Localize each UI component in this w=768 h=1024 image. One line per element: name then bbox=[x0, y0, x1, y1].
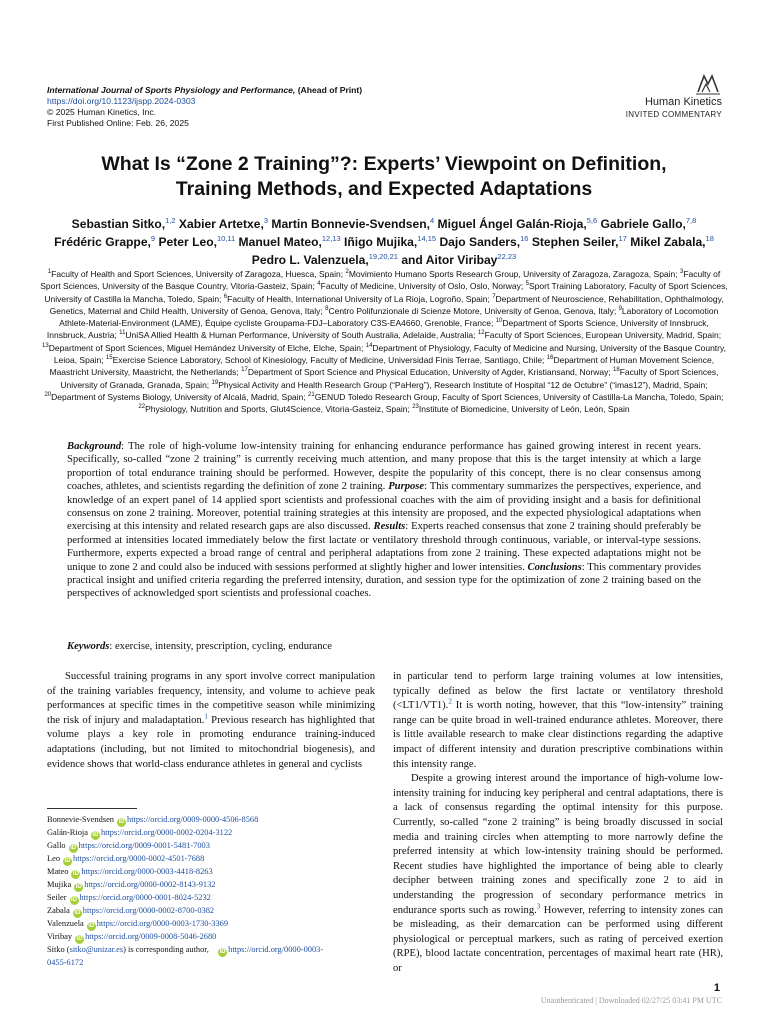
orcid-author-name: Seiler bbox=[47, 893, 67, 902]
affiliation-text: Faculty of Medicine, University of Oslo, Oslo, Norway; bbox=[320, 281, 526, 292]
body-paragraph bbox=[393, 670, 723, 772]
author-name: Manuel Mateo, bbox=[238, 235, 322, 249]
orcid-link-continued[interactable]: 0455-6172 bbox=[47, 958, 84, 967]
keywords-label: Keywords bbox=[67, 641, 110, 652]
body-column-right bbox=[393, 670, 723, 976]
author-name: Pedro L. Valenzuela, bbox=[251, 253, 369, 267]
orcid-row bbox=[47, 918, 377, 931]
affiliation-text: Department of Sport Science and Physical Education, University of Agder, Kristiansand, Norway; bbox=[247, 367, 614, 378]
affiliation-number: 13 bbox=[42, 342, 49, 349]
results-label: Results bbox=[373, 521, 406, 533]
affiliation-number: 22 bbox=[138, 404, 146, 411]
affiliation-text: Institute of Biomedicine, University of León, León, Spain bbox=[418, 404, 630, 415]
orcid-icon: iD bbox=[118, 819, 125, 825]
author-name: Frédéric Grappe, bbox=[54, 235, 151, 249]
author-affiliation-ref: 9 bbox=[150, 233, 156, 243]
affiliation-text: Department of Sports Science, University of Innsbruck, Innsbruck, Austria; bbox=[46, 318, 709, 341]
author-name: and Aitor Viribay bbox=[401, 253, 498, 267]
affiliation-number: 16 bbox=[546, 355, 554, 362]
affiliation-text: Faculty of Health, International University of La Rioja, Logroño, Spain; bbox=[227, 293, 493, 304]
abstract bbox=[67, 440, 701, 601]
orcid-author-name: Bonnevie-Svendsen bbox=[47, 815, 114, 824]
author-affiliation-ref: 3 bbox=[263, 215, 268, 225]
article-title bbox=[40, 152, 728, 202]
orcid-icon: iD bbox=[92, 832, 99, 838]
affiliation-number: 8 bbox=[325, 306, 329, 313]
keywords bbox=[67, 640, 701, 653]
citation-ref[interactable]: 2 bbox=[448, 697, 452, 706]
author-affiliation-ref: 4 bbox=[429, 215, 435, 225]
author-name: Sebastian Sitko, bbox=[71, 217, 166, 231]
orcid-link[interactable]: https://orcid.org/0009-0000-4506-8568 bbox=[127, 815, 259, 824]
author-name: Peter Leo, bbox=[158, 235, 217, 249]
affiliation-number: 9 bbox=[618, 306, 622, 313]
orcid-author-name: Mateo bbox=[47, 867, 69, 876]
affiliation-number: 19 bbox=[211, 379, 219, 386]
corresponding-post: ) is corresponding author, bbox=[123, 945, 209, 954]
orcid-link[interactable]: https://orcid.org/0000-0003-4418-8263 bbox=[81, 867, 213, 876]
orcid-row bbox=[47, 879, 377, 892]
background-label: Background bbox=[67, 441, 122, 452]
orcid-author-name: Viribay bbox=[47, 932, 73, 941]
author-affiliation-ref: 19,20,21 bbox=[368, 251, 398, 261]
orcid-row bbox=[47, 840, 377, 853]
body-text: Despite a growing interest around the importance of high-volume low-intensity training for inducing key peripheral and central adaptations, there is a lack of consensus regarding the optimal intensity for this purpose. Currently, so-called “zone 2 training” is being broadly discussed in social media and training circles when attempting to more narrowly define the preferred intensity at which low-intensity training should be performed. Recent studies have highlighted the importance of being able to clearly decipher between training zones and specifically zone 2 to aid in understanding the progression of secondary performance metrics in endurance sports such as rowing. bbox=[393, 773, 723, 916]
article-title-line-2: Training Methods, and Expected Adaptations bbox=[175, 178, 593, 200]
publish-date: First Published Online: Feb. 26, 2025 bbox=[47, 118, 189, 128]
affiliation-text: Department of Neuroscience, Rehabilitation, Ophthalmology, Genetics, Maternal and Child Health, University of Genoa, Genova, Italy; bbox=[49, 293, 724, 316]
orcid-link[interactable]: https://orcid.org/0000-0002-8143-9132 bbox=[84, 880, 216, 889]
author-affiliation-ref: 14,15 bbox=[417, 233, 437, 243]
body-column-left bbox=[47, 670, 375, 772]
orcid-icon: iD bbox=[64, 858, 71, 864]
orcid-link[interactable]: https://orcid.org/0000-0003- bbox=[228, 945, 324, 954]
body-text: However, referring to intensity zones can be misleading, as their demarcation can be performed using different physiological or perceptual markers, such as rating of perceived exertion (RPE), blood lactate concentration, percentages of maximal heart rate (HR), or bbox=[393, 904, 723, 974]
orcid-author-name: Valenzuela bbox=[47, 919, 84, 928]
orcid-icon: iD bbox=[74, 910, 81, 916]
orcid-author-name: Galán-Rioja bbox=[47, 828, 88, 837]
orcid-author-name: Zabala bbox=[47, 906, 70, 915]
body-paragraph bbox=[47, 670, 375, 772]
affiliation-number: 11 bbox=[119, 330, 126, 337]
body-text: Successful training programs in any sport involve correct manipulation of the training variables frequency, intensity, and volume to achieve peak performances at specific times in the competitive season while minimizing the risk of injury and maladaptation. bbox=[47, 671, 375, 726]
conclusions-text: : This commentary provides practical insight and unified criteria regarding the preferred intensity, duration, and session type for the optimization of zone 2 training based on the perspectives of acknowledged sport scientists and professional coaches. bbox=[67, 561, 701, 600]
affiliation-number: 14 bbox=[365, 342, 373, 349]
affiliation-text: Exercise Science Laboratory, School of Kinesiology, Faculty of Medicine, Universidad Finis Terrae, Santiago, Chile; bbox=[112, 355, 547, 366]
author-name: Dajo Sanders, bbox=[439, 235, 521, 249]
purpose-label: Purpose bbox=[388, 481, 425, 493]
affiliation-number: 17 bbox=[241, 367, 248, 374]
orcid-icon: iD bbox=[76, 936, 83, 942]
affiliation-number: 1 bbox=[47, 269, 52, 276]
orcid-row bbox=[47, 827, 377, 840]
affiliation-text: GENUD Toledo Research Group, Faculty of Sport Sciences, University of Castilla-La Mancha, Toledo, Spain; bbox=[314, 391, 724, 402]
orcid-row bbox=[47, 892, 377, 905]
download-watermark: Unauthenticated | Downloaded 02/27/25 03:41 PM UTC bbox=[540, 996, 722, 1005]
corresponding-author bbox=[47, 944, 377, 970]
affiliation-text: Faculty of Sport Sciences, European University, Madrid, Spain; bbox=[484, 330, 722, 341]
affiliation-text: UniSA Allied Health & Human Performance, University of South Australia, Adelaide, Australia; bbox=[125, 330, 478, 341]
orcid-row bbox=[47, 931, 377, 944]
affiliation-number: 5 bbox=[525, 281, 529, 288]
orcid-row bbox=[47, 866, 377, 879]
affiliation-text: Physical Activity and Health Research Group (“PaHerg”), Research Institute of Hospital “12 de Octubre” (“imas12”), Madrid, Spain; bbox=[218, 379, 708, 390]
orcid-link[interactable]: https://orcid.org/0000-0003-1730-3369 bbox=[96, 919, 229, 928]
page-number: 1 bbox=[713, 982, 720, 994]
author-name: Mikel Zabala, bbox=[630, 235, 706, 249]
citation-ref[interactable]: 3 bbox=[536, 901, 541, 910]
affiliation-text: Physiology, Nutrition and Sports, Glut4Science, Vitoria-Gasteiz, Spain; bbox=[145, 404, 413, 415]
author-affiliation-ref: 17 bbox=[618, 233, 627, 243]
orcid-link[interactable]: https://orcid.org/0000-0002-0204-3122 bbox=[100, 828, 233, 837]
human-kinetics-logo-icon bbox=[694, 72, 722, 96]
author-name: Stephen Seiler, bbox=[531, 235, 619, 249]
results-text: : Experts reached consensus that zone 2 training should preferably be performed at intensities located immediately below the first lactate or ventilatory threshold through continuous, variable, or interval-type sessions. Furthermore, experts expected a broad range of central and peripheral adaptations from zone 2 training. These expected adaptations might not be unique to zone 2 and could also be induced with sessions performed at slightly higher and lower intensities. bbox=[67, 521, 701, 573]
orcid-link[interactable]: https://orcid.org/0000-0002-8700-0382 bbox=[82, 906, 215, 915]
author-name: Xabier Artetxe, bbox=[178, 217, 264, 231]
orcid-author-name: Mujika bbox=[47, 880, 72, 889]
affiliation-number: 15 bbox=[105, 355, 113, 362]
body-text: It is worth noting, however, that this “low-intensity” training range can be quite broad in well-trained endurance athletes. Moreover, there is little available research to make clear distinctions regarding the adaptive impact of different intensity and duration prescriptive combinations within this intensity range. bbox=[393, 700, 723, 770]
purpose-text: : This commentary summarizes the perspectives, experience, and knowledge of an expert panel of 14 applied sport scientists and professional coaches with the aim of providing insight and a basis for definitional consensus on zone 2 training. Moreover, potential training strategies at this intensity are proposed, and the expected physiological adaptations when exercising at this intensity and related research gaps are also discussed. bbox=[67, 481, 702, 533]
journal-name: International Journal of Sports Physiology and Performance, bbox=[47, 85, 296, 95]
affiliation-text: Faculty of Health and Sport Sciences, University of Zaragoza, Huesca, Spain; bbox=[51, 269, 346, 279]
affiliation-text: Movimiento Humano Sports Research Group, University of Zaragoza, Zaragoza, Spain; bbox=[348, 269, 680, 279]
affiliation-text: Department of Physiology, Faculty of Medicine and Nursing, University of the Basque Country, Leioa, Spain; bbox=[53, 342, 726, 366]
journal-status: (Ahead of Print) bbox=[295, 85, 363, 95]
author-list bbox=[40, 215, 728, 269]
affiliation-number: 12 bbox=[477, 330, 485, 337]
author-affiliation-ref: 5,6 bbox=[586, 215, 598, 225]
orcid-row bbox=[47, 853, 377, 866]
orcid-icon: iD bbox=[70, 845, 77, 851]
background-text: : The role of high-volume low-intensity training for enhancing endurance performance has gained growing interest in recent years. Specifically, so-called “zone 2 training” is currently receiving much attention, and many propose that this is the target intensity at which a large proportion of total endurance training should be performed. However, despite the popularity of this concept, there is no clear consensus among coaches, athletes, and scientists regarding the definition of zone 2 training. bbox=[67, 441, 701, 493]
keywords-text: : exercise, intensity, prescription, cycling, endurance bbox=[109, 641, 332, 652]
orcid-link[interactable]: https://orcid.org/0009-0008-5046-2680 bbox=[85, 932, 217, 941]
author-name: Martin Bonnevie-Svendsen, bbox=[271, 217, 430, 231]
orcid-row bbox=[47, 905, 377, 918]
author-name: Iñigo Mujika, bbox=[344, 235, 418, 249]
body-paragraph bbox=[393, 772, 723, 976]
copyright: © 2025 Human Kinetics, Inc. bbox=[47, 107, 157, 117]
affiliation-text: Sport Training Laboratory, Faculty of Sport Sciences, University of Castilla la Mancha, Toledo, Spain; bbox=[44, 281, 728, 304]
orcid-list bbox=[47, 814, 377, 970]
orcid-author-name: Gallo bbox=[47, 841, 66, 850]
affiliation-text: Faculty of Sport Sciences, University of the Basque Country, Vitoria-Gasteiz, Spain; bbox=[40, 269, 721, 292]
orcid-icon: iD bbox=[88, 923, 95, 929]
orcid-icon: iD bbox=[219, 949, 226, 955]
footnote-divider bbox=[47, 808, 137, 809]
author-affiliation-ref: 7,8 bbox=[685, 215, 697, 225]
affiliation-number: 23 bbox=[412, 404, 419, 411]
corresponding-email[interactable]: sitko@unizar.es bbox=[69, 945, 124, 954]
orcid-icon: iD bbox=[72, 871, 79, 877]
orcid-link[interactable]: https://orcid.org/0000-0002-4501-7688 bbox=[73, 854, 205, 863]
affiliation-number: 3 bbox=[680, 269, 684, 276]
affiliation-text: Department of Systems Biology, University of Alcalá, Madrid, Spain; bbox=[51, 391, 308, 402]
publisher-logo bbox=[622, 72, 722, 119]
orcid-icon: iD bbox=[75, 884, 82, 890]
affiliation-number: 18 bbox=[613, 367, 620, 374]
article-title-line-1: What Is “Zone 2 Training”?: Experts’ Viewpoint on Definition, bbox=[101, 153, 667, 175]
author-name: Miguel Ángel Galán-Rioja, bbox=[437, 217, 587, 231]
orcid-icon: iD bbox=[71, 897, 78, 903]
body-text: in particular tend to perform large training volumes at low intensities, typically defined as below the first lactate or ventilatory threshold (<LT1/VT1). bbox=[393, 671, 723, 712]
author-affiliation-ref: 12,13 bbox=[321, 233, 341, 243]
affiliation-number: 6 bbox=[223, 293, 228, 300]
affiliation-number: 20 bbox=[44, 392, 52, 399]
author-affiliation-ref: 22,23 bbox=[497, 251, 517, 261]
doi-link[interactable]: https://doi.org/10.1123/ijspp.2024-0303 bbox=[47, 96, 196, 106]
author-affiliation-ref: 1,2 bbox=[165, 215, 176, 225]
corresponding-pre: Sitko ( bbox=[47, 945, 70, 954]
author-affiliation-ref: 10,11 bbox=[216, 233, 236, 243]
citation-ref[interactable]: 1 bbox=[204, 712, 208, 721]
affiliation-text: Department of Human Movement Science, Maastricht University, Maastricht, the Netherlands; bbox=[49, 355, 715, 378]
affiliation-text: Department of Sport Sciences, Miguel Hernández University of Elche, Elche, Spain; bbox=[48, 342, 366, 353]
orcid-author-name: Leo bbox=[47, 854, 61, 863]
article-section: INVITED COMMENTARY bbox=[625, 110, 722, 119]
affiliation-text: Centro Polifunzionale di Scienze Motore, University of Genoa, Genova, Italy; bbox=[328, 305, 619, 316]
affiliations bbox=[40, 268, 728, 416]
journal-header bbox=[47, 85, 467, 129]
affiliation-text: Laboratory of Locomotion Athlete-Material-Environment (LAME), Équipe cycliste Groupama-FDJ–Laboratory C3S-EA4660, Grenoble, France; bbox=[59, 305, 719, 329]
affiliation-number: 4 bbox=[317, 281, 321, 288]
affiliation-number: 7 bbox=[492, 293, 496, 300]
affiliation-text: Faculty of Sport Sciences, University of Granada, Granada, Spain; bbox=[60, 367, 719, 390]
affiliation-number: 21 bbox=[308, 392, 315, 399]
orcid-row bbox=[47, 814, 377, 827]
conclusions-label: Conclusions bbox=[527, 561, 582, 573]
author-affiliation-ref: 18 bbox=[705, 233, 714, 243]
publisher-name: Human Kinetics bbox=[644, 96, 722, 108]
orcid-link[interactable]: https://orcid.org/0009-0001-5481-7003 bbox=[78, 841, 210, 850]
affiliation-number: 2 bbox=[345, 269, 349, 276]
author-affiliation-ref: 16 bbox=[520, 233, 529, 243]
author-name: Gabriele Gallo, bbox=[600, 217, 686, 231]
orcid-link[interactable]: https://orcid.org/0000-0001-8024-5232 bbox=[79, 893, 211, 902]
body-text: Previous research has highlighted that volume plays a key role in promoting endurance training-induced adaptations (including, but not limited to mitochondrial biogenesis), and evidence shows that world-class endurance athletes in general and cyclists bbox=[47, 714, 375, 770]
affiliation-number: 10 bbox=[495, 318, 503, 325]
